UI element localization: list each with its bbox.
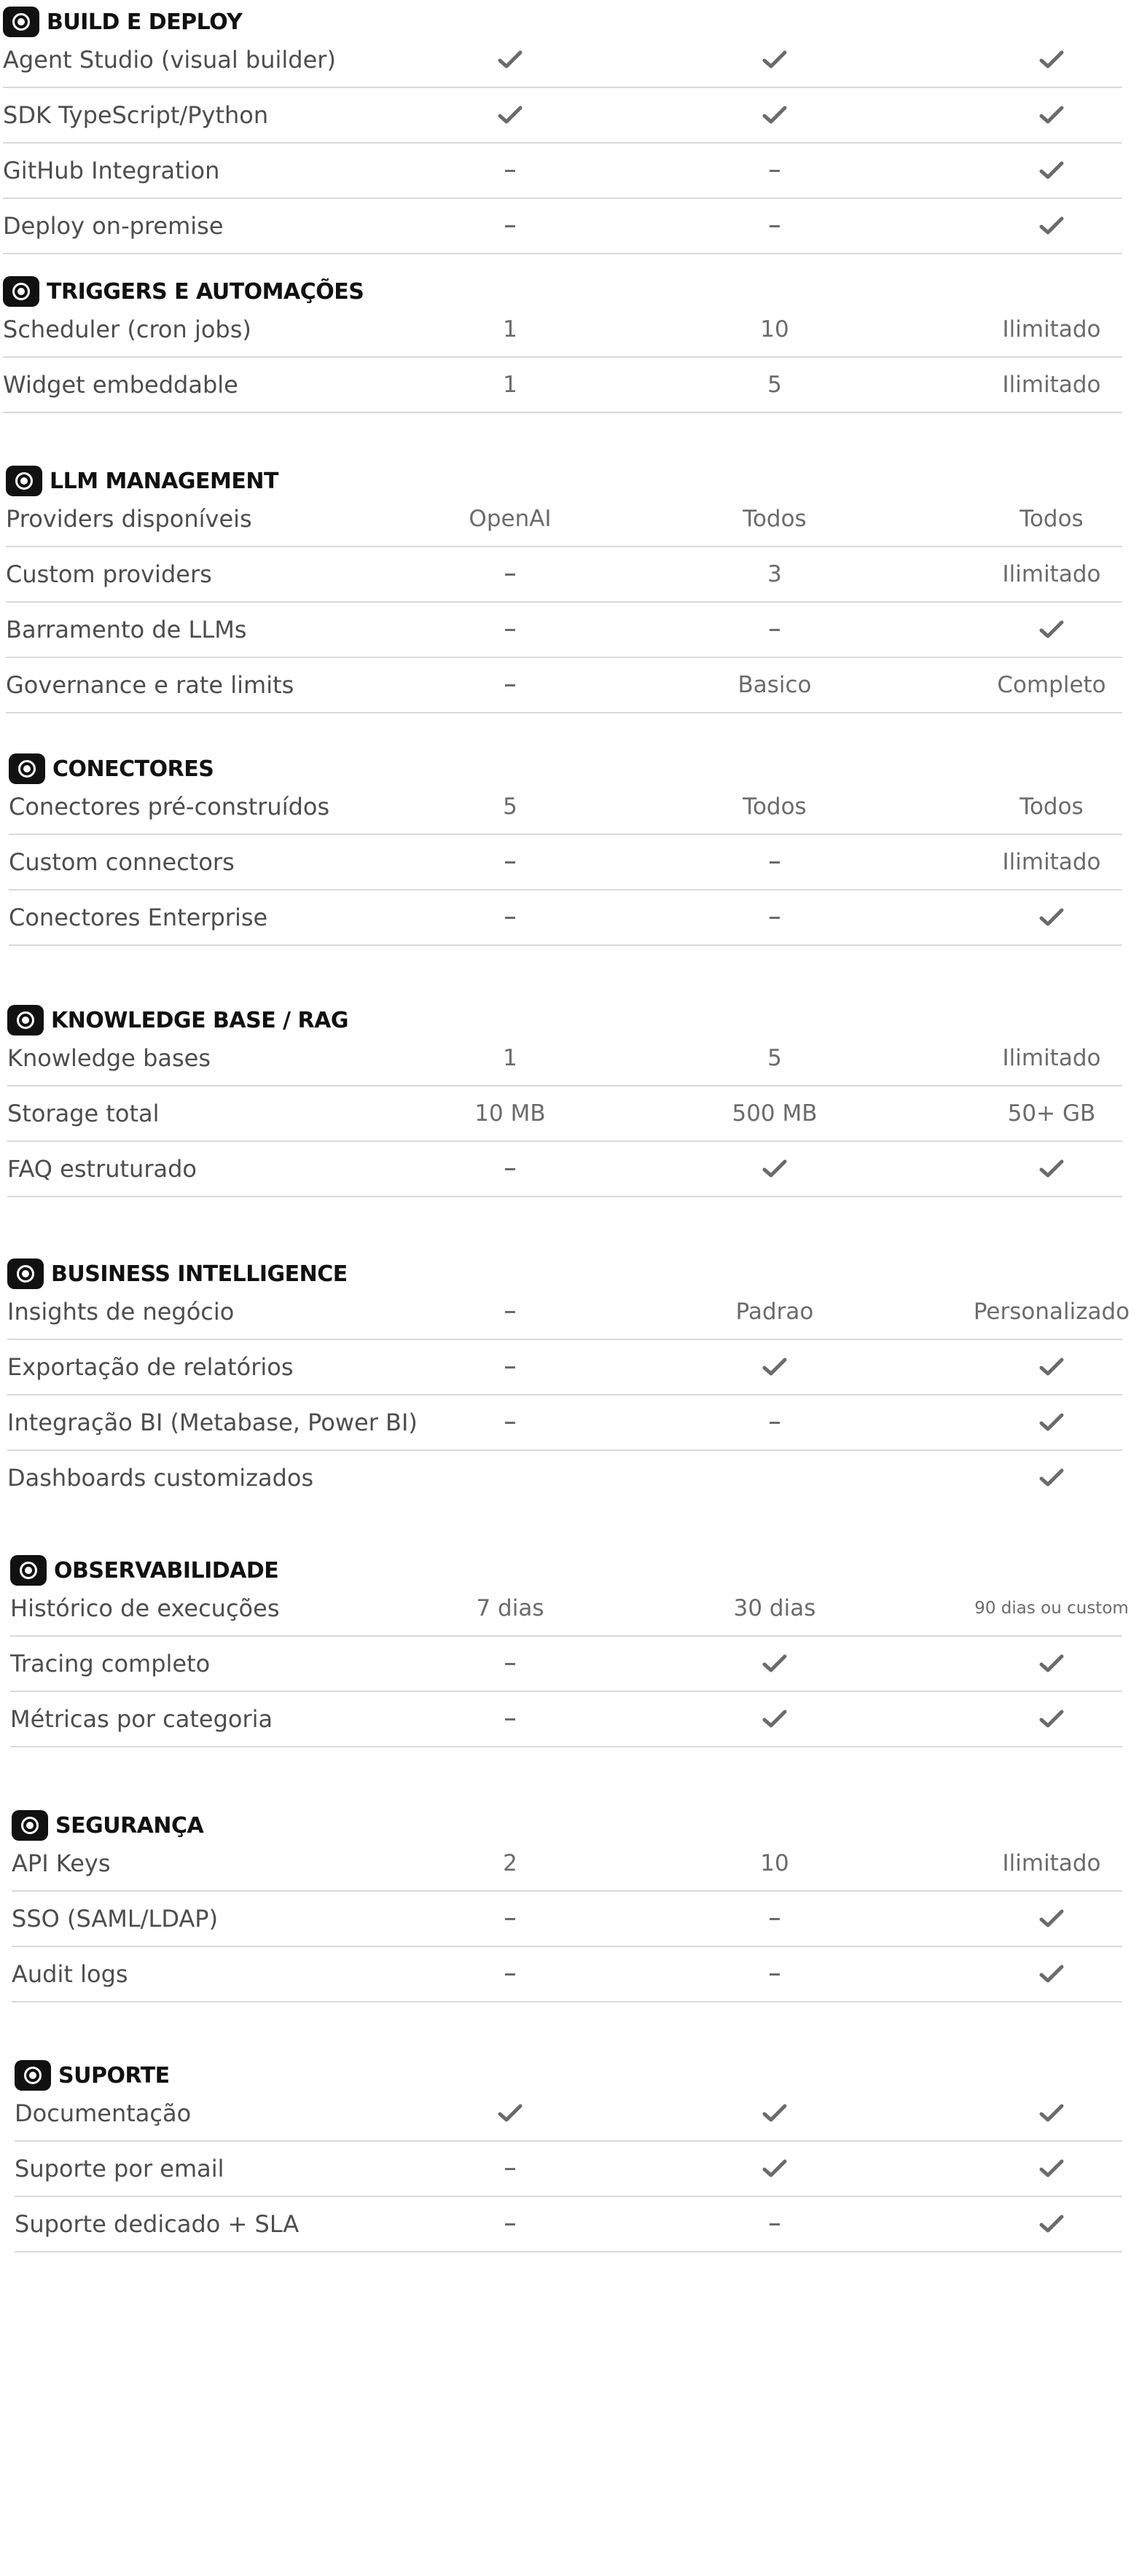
feature-label: Suporte por email	[15, 2155, 224, 2182]
table-row	[15, 2086, 1122, 2142]
plan-cell-3: Completo	[997, 672, 1106, 698]
plan-cell-1	[408, 88, 612, 142]
row-divider	[7, 1196, 1122, 1197]
row-divider	[3, 412, 1122, 413]
feature-label: Integração BI (Metabase, Power BI)	[7, 1409, 418, 1436]
dash-icon	[505, 225, 515, 227]
plan-cell-2	[673, 1947, 877, 2001]
plan-cell-2	[673, 1451, 877, 1505]
table-row	[15, 2197, 1122, 2252]
plan-cell-1	[408, 658, 612, 712]
feature-label: Storage total	[7, 1100, 160, 1127]
check-icon	[762, 1356, 788, 1378]
plan-cell-3: 50+ GB	[1007, 1100, 1096, 1127]
plan-cell-1: 1	[503, 372, 517, 398]
dash-icon	[505, 573, 515, 576]
plan-cell-3	[950, 1340, 1139, 1394]
plan-cell-2: 5	[767, 372, 782, 398]
dash-icon	[770, 1422, 780, 1424]
plan-cell-3	[950, 1892, 1139, 1946]
check-icon	[1038, 2213, 1065, 2235]
plan-cell-3	[950, 603, 1139, 657]
plan-cell-1: 1	[503, 316, 517, 342]
feature-label: Governance e rate limits	[6, 671, 294, 699]
table-row	[7, 1285, 1130, 1340]
dash-icon	[505, 1973, 515, 1976]
table-row	[3, 199, 1122, 254]
row-divider	[3, 253, 1122, 254]
table-row	[3, 302, 1122, 358]
plan-cell-1: 2	[503, 1850, 517, 1876]
plan-cell-1	[408, 1637, 612, 1691]
plan-cell-2: Todos	[743, 794, 807, 820]
dash-icon	[505, 1918, 515, 1920]
row-divider	[15, 2251, 1122, 2252]
dash-icon	[505, 1366, 515, 1369]
table-row	[3, 144, 1122, 199]
dash-icon	[770, 225, 780, 227]
feature-label: SDK TypeScript/Python	[3, 101, 269, 129]
check-icon	[1038, 160, 1065, 181]
section-title: SEGURANÇA	[55, 1812, 204, 1839]
feature-label: SSO (SAML/LDAP)	[12, 1905, 219, 1933]
table-row	[6, 547, 1122, 603]
plan-cell-3	[950, 199, 1139, 253]
plan-cell-3: Ilimitado	[1002, 372, 1101, 398]
plan-cell-2: 5	[767, 1045, 782, 1071]
plan-cell-1	[408, 603, 612, 657]
section-title: CONECTORES	[52, 756, 214, 782]
plan-cell-1	[408, 1451, 612, 1505]
plan-cell-2	[673, 88, 877, 142]
plan-cell-3	[950, 88, 1139, 142]
plan-cell-2	[673, 603, 877, 657]
plan-cell-2	[673, 2197, 877, 2251]
plan-cell-1	[408, 1947, 612, 2001]
section-title: SUPORTE	[58, 2062, 170, 2088]
table-row	[12, 1892, 1122, 1947]
table-row	[3, 358, 1122, 413]
table-row	[12, 1947, 1122, 2003]
feature-label: Conectores Enterprise	[9, 904, 268, 931]
plan-cell-2	[673, 835, 877, 889]
table-row	[7, 1395, 1122, 1451]
plan-cell-3: Todos	[1019, 506, 1084, 532]
check-icon	[1038, 1158, 1065, 1180]
feature-label: Providers disponíveis	[6, 505, 252, 533]
plan-cell-1	[408, 33, 612, 87]
table-row	[15, 2142, 1122, 2197]
plan-cell-2	[673, 199, 877, 253]
section-title: TRIGGERS E AUTOMAÇÕES	[47, 278, 364, 305]
check-icon	[762, 1653, 788, 1675]
plan-cell-1	[408, 1285, 612, 1339]
feature-label: Deploy on-premise	[3, 212, 224, 240]
dash-icon	[770, 1918, 780, 1920]
feature-label: Custom connectors	[9, 848, 235, 876]
dash-icon	[505, 861, 515, 864]
plan-cell-3: Ilimitado	[1002, 316, 1101, 342]
section-title: OBSERVABILIDADE	[54, 1557, 279, 1583]
section-title: KNOWLEDGE BASE / RAG	[51, 1007, 348, 1033]
check-icon	[762, 1708, 788, 1730]
dash-icon	[505, 917, 515, 919]
feature-label: Dashboards customizados	[7, 1464, 314, 1492]
plan-cell-3: Ilimitado	[1002, 1045, 1101, 1071]
plan-cell-3	[950, 1947, 1139, 2001]
feature-label: API Keys	[12, 1849, 111, 1877]
check-icon	[1038, 215, 1065, 237]
table-row	[6, 658, 1122, 713]
check-icon	[1038, 2102, 1065, 2124]
plan-cell-1	[408, 1142, 612, 1196]
plan-cell-2: Padrao	[735, 1299, 814, 1325]
dash-icon	[505, 1168, 515, 1170]
check-icon	[762, 2102, 788, 2124]
check-icon	[762, 1158, 788, 1180]
plan-cell-2	[673, 1637, 877, 1691]
dash-icon	[505, 170, 515, 172]
table-row	[7, 1087, 1122, 1142]
plan-cell-2: Todos	[743, 506, 807, 532]
plan-cell-2	[673, 890, 877, 944]
row-divider	[12, 2001, 1122, 2003]
plan-cell-3	[950, 1637, 1139, 1691]
plan-cell-2	[673, 2086, 877, 2140]
table-row	[9, 890, 1122, 946]
row-divider	[9, 944, 1122, 946]
check-icon	[762, 104, 788, 126]
feature-label: Tracing completo	[10, 1650, 211, 1677]
check-icon	[762, 49, 788, 71]
plan-cell-3	[950, 1395, 1139, 1449]
feature-label: Histórico de execuções	[10, 1594, 280, 1622]
feature-label: Widget embeddable	[3, 371, 238, 399]
plan-cell-2: 500 MB	[732, 1100, 818, 1127]
plan-cell-1	[408, 2197, 612, 2251]
feature-label: Suporte dedicado + SLA	[15, 2210, 300, 2238]
plan-cell-3	[950, 33, 1139, 87]
check-icon	[1038, 2158, 1065, 2180]
feature-label: Audit logs	[12, 1960, 128, 1988]
plan-cell-3: Todos	[1019, 794, 1084, 820]
plan-cell-1	[408, 547, 612, 601]
feature-label: Exportação de relatórios	[7, 1353, 294, 1381]
check-icon	[762, 2158, 788, 2180]
feature-label: Barramento de LLMs	[6, 616, 247, 643]
plan-cell-2: 10	[760, 316, 789, 342]
feature-label: Documentação	[15, 2099, 192, 2127]
plan-cell-1	[408, 2086, 612, 2140]
table-row	[3, 88, 1122, 144]
feature-label: Insights de negócio	[7, 1298, 235, 1326]
dash-icon	[770, 1973, 780, 1976]
plan-cell-3	[950, 2086, 1139, 2140]
feature-label: Knowledge bases	[7, 1044, 211, 1072]
plan-cell-1: OpenAI	[469, 506, 552, 532]
plan-cell-1	[408, 144, 612, 197]
plan-cell-1: 1	[503, 1045, 517, 1071]
dash-icon	[770, 861, 780, 864]
check-icon	[1038, 907, 1065, 928]
check-icon	[1038, 1412, 1065, 1433]
plan-cell-3	[950, 1451, 1139, 1505]
dash-icon	[505, 2168, 515, 2170]
plan-cell-3: Ilimitado	[1002, 849, 1101, 875]
plan-cell-2: Basico	[737, 672, 812, 698]
feature-label: Scheduler (cron jobs)	[3, 316, 251, 343]
plan-cell-2: 3	[767, 561, 782, 587]
table-row	[6, 603, 1122, 658]
plan-cell-1: 7 dias	[476, 1595, 544, 1621]
feature-label: FAQ estruturado	[7, 1155, 197, 1183]
dash-icon	[505, 1422, 515, 1424]
check-icon	[1038, 104, 1065, 126]
plan-cell-3	[950, 1692, 1139, 1746]
plan-cell-2	[673, 144, 877, 197]
plan-cell-1: 5	[503, 794, 517, 820]
table-row	[3, 33, 1122, 88]
plan-cell-2	[673, 1142, 877, 1196]
plan-cell-3	[950, 2197, 1139, 2251]
table-row	[10, 1581, 1129, 1637]
plan-cell-2: 10	[760, 1850, 789, 1876]
feature-label: Custom providers	[6, 560, 212, 588]
check-icon	[1038, 1963, 1065, 1985]
check-icon	[1038, 1908, 1065, 1930]
check-icon	[1038, 49, 1065, 71]
plan-cell-1	[408, 1395, 612, 1449]
feature-label: Métricas por categoria	[10, 1705, 273, 1733]
check-icon	[1038, 1708, 1065, 1730]
check-icon	[1038, 1653, 1065, 1675]
table-row	[7, 1031, 1122, 1087]
plan-cell-2	[673, 1692, 877, 1746]
dash-icon	[505, 629, 515, 631]
plan-cell-3: 90 dias ou custom	[974, 1599, 1129, 1618]
check-icon	[497, 104, 523, 126]
plan-cell-2	[673, 1395, 877, 1449]
plan-cell-3	[950, 144, 1139, 197]
plan-cell-2	[673, 33, 877, 87]
dash-icon	[505, 2223, 515, 2225]
plan-cell-3	[950, 1142, 1139, 1196]
check-icon	[497, 49, 523, 71]
plan-cell-2: 30 dias	[733, 1595, 816, 1621]
dash-icon	[770, 629, 780, 631]
plan-cell-1	[408, 1892, 612, 1946]
table-row	[6, 492, 1122, 547]
table-row	[7, 1340, 1122, 1395]
dash-icon	[505, 1718, 515, 1720]
table-row	[7, 1142, 1122, 1197]
feature-label: GitHub Integration	[3, 157, 220, 184]
plan-cell-3: Personalizado	[973, 1299, 1130, 1325]
plan-cell-3	[950, 890, 1139, 944]
feature-label: Conectores pré-construídos	[9, 793, 330, 821]
table-row	[9, 780, 1122, 835]
dash-icon	[505, 684, 515, 686]
plan-cell-2	[673, 2142, 877, 2196]
dash-icon	[505, 1663, 515, 1665]
plan-cell-1	[408, 2142, 612, 2196]
plan-cell-1	[408, 1340, 612, 1394]
check-icon	[1038, 1356, 1065, 1378]
plan-cell-2	[673, 1892, 877, 1946]
dash-icon	[770, 170, 780, 172]
feature-label: Agent Studio (visual builder)	[3, 46, 336, 74]
table-row	[10, 1637, 1122, 1692]
check-icon	[1038, 1467, 1065, 1489]
row-divider	[10, 1746, 1122, 1747]
dash-icon	[770, 2223, 780, 2225]
section-title: LLM MANAGEMENT	[50, 468, 278, 494]
check-icon	[497, 2102, 523, 2124]
section-title: BUILD E DEPLOY	[47, 9, 243, 35]
plan-cell-2	[673, 1340, 877, 1394]
plan-cell-3: Ilimitado	[1002, 561, 1101, 587]
plan-cell-1	[408, 199, 612, 253]
dash-icon	[505, 1311, 515, 1313]
section-title: BUSINESS INTELLIGENCE	[51, 1261, 348, 1287]
plan-cell-1	[408, 1692, 612, 1746]
dash-icon	[770, 917, 780, 919]
table-row	[12, 1836, 1122, 1892]
row-divider	[6, 712, 1122, 713]
plan-cell-3: Ilimitado	[1002, 1850, 1101, 1876]
plan-cell-1	[408, 835, 612, 889]
plan-cell-3	[950, 2142, 1139, 2196]
plan-cell-1: 10 MB	[474, 1100, 546, 1127]
check-icon	[1038, 619, 1065, 641]
table-row	[9, 835, 1122, 890]
plan-cell-1	[408, 890, 612, 944]
table-row	[10, 1692, 1122, 1747]
table-row	[7, 1451, 1122, 1506]
